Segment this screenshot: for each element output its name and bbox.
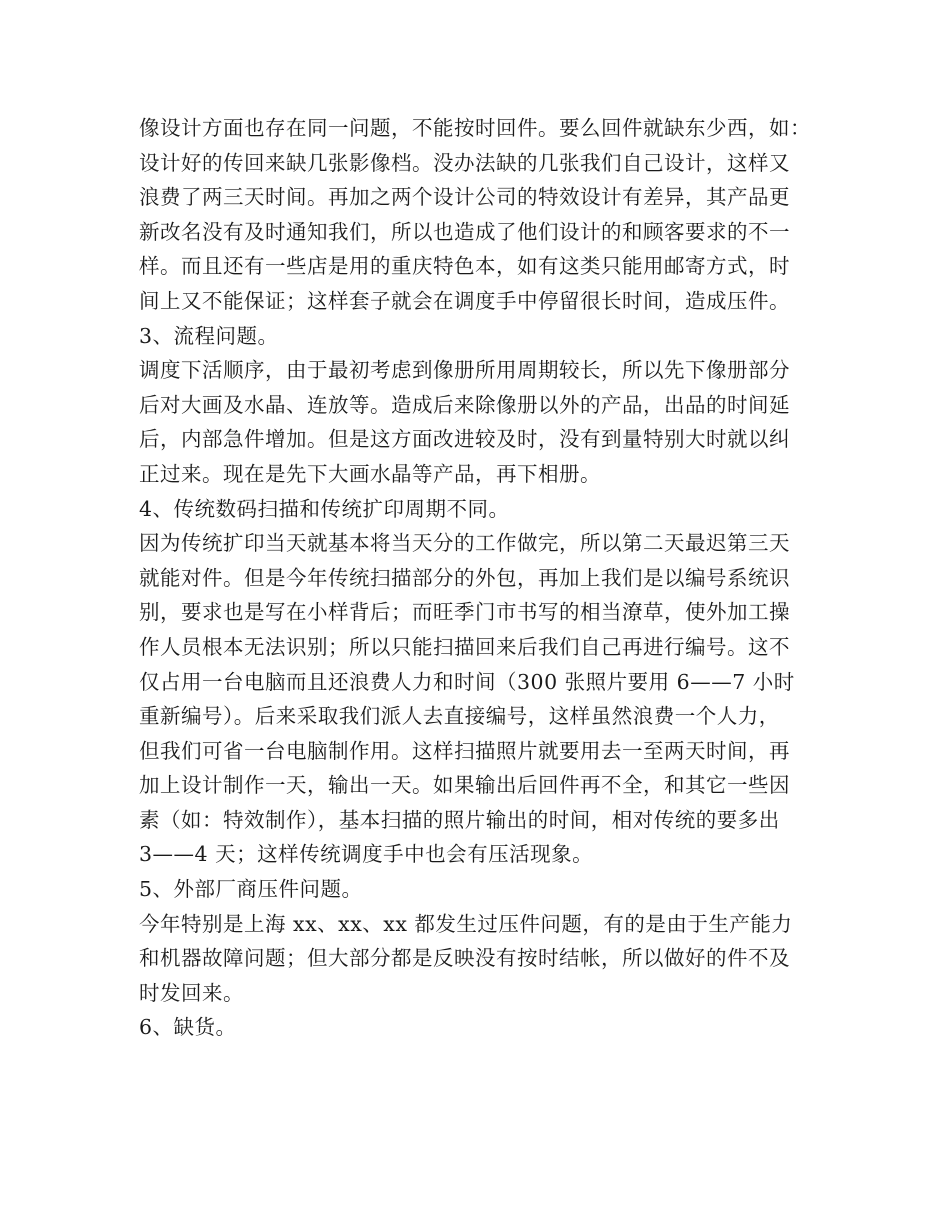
text-line: 因为传统扩印当天就基本将当天分的工作做完，所以第二天最迟第三天 <box>139 531 790 556</box>
text-line: 样。而且还有一些店是用的重庆特色本，如有这类只能用邮寄方式，时 <box>139 254 790 279</box>
text-line: 别，要求也是写在小样背后；而旺季门市书写的相当潦草，使外加工操 <box>139 600 790 625</box>
text-line: 调度下活顺序，由于最初考虑到像册所用周期较长，所以先下像册部分 <box>139 358 790 383</box>
text-line: 浪费了两三天时间。再加之两个设计公司的特效设计有差异，其产品更 <box>139 185 790 210</box>
text-line: 重新编号）。后来采取我们派人去直接编号，这样虽然浪费一个人力， <box>139 704 780 729</box>
text-line: 设计好的传回来缺几张影像档。没办法缺的几张我们自己设计，这样又 <box>139 150 790 175</box>
text-line: 但我们可省一台电脑制作用。这样扫描照片就要用去一至两天时间，再 <box>139 738 790 763</box>
text-line: 加上设计制作一天，输出一天。如果输出后回件再不全，和其它一些因 <box>139 773 790 798</box>
section-heading: 4、传统数码扫描和传统扩印周期不同。 <box>139 496 510 521</box>
text-line: 时发回来。 <box>139 980 244 1005</box>
text-line: 3——4 天；这样传统调度手中也会有压活现象。 <box>139 842 594 867</box>
text-line: 新改名没有及时通知我们，所以也造成了他们设计的和顾客要求的不一 <box>139 219 790 244</box>
section-heading: 3、流程问题。 <box>139 323 279 348</box>
text-line: 间上又不能保证；这样套子就会在调度手中停留很长时间，造成压件。 <box>139 288 790 313</box>
document-body <box>139 111 829 1045</box>
text-line: 后，内部急件增加。但是这方面改进较及时，没有到量特别大时就以纠 <box>139 427 790 452</box>
section-heading: 5、外部厂商压件问题。 <box>139 877 363 902</box>
text-line: 今年特别是上海 xx、xx、xx 都发生过压件问题，有的是由于生产能力 <box>139 911 793 936</box>
text-line: 像设计方面也存在同一问题，不能按时回件。要么回件就缺东少西，如： <box>139 116 811 140</box>
text-line: 就能对件。但是今年传统扫描部分的外包，再加上我们是以编号系统识 <box>139 565 790 590</box>
text-line: 正过来。现在是先下大画水晶等产品，再下相册。 <box>139 461 601 486</box>
text-line: 仅占用一台电脑而且还浪费人力和时间（300 张照片要用 6——7 小时 <box>139 669 795 694</box>
text-line: 作人员根本无法识别；所以只能扫描回来后我们自己再进行编号。这不 <box>139 634 790 659</box>
text-line: 后对大画及水晶、连放等。造成后来除像册以外的产品，出品的时间延 <box>139 392 790 417</box>
text-line: 素（如：特效制作），基本扫描的照片输出的时间，相对传统的要多出 <box>139 807 780 832</box>
section-heading: 6、缺货。 <box>139 1015 237 1040</box>
text-line: 和机器故障问题；但大部分都是反映没有按时结帐，所以做好的件不及 <box>139 946 790 971</box>
